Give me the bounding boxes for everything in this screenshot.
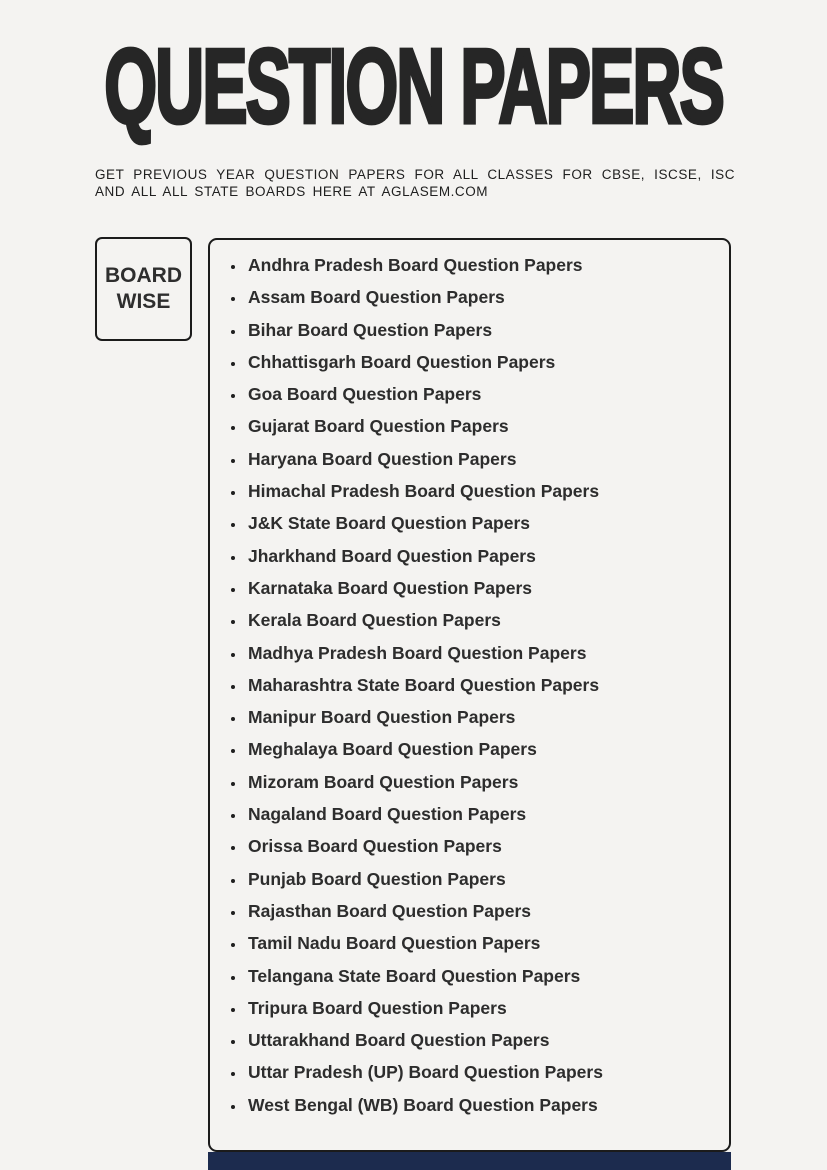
page-subtitle: GET PREVIOUS YEAR QUESTION PAPERS FOR ALL CLASSES FOR CBSE, ISCSE, ISC AND ALL ALL STATE BOARDS HERE AT AGLASEM.COM [95, 167, 735, 199]
board-list-item[interactable]: • Chhattisgarh Board Question Papers [246, 346, 719, 378]
board-list-item[interactable]: • Meghalaya Board Question Papers [246, 733, 719, 765]
board-list-item[interactable]: • Andhra Pradesh Board Question Papers [246, 249, 719, 281]
bottom-bar [208, 1152, 731, 1170]
board-list-item[interactable]: • Orissa Board Question Papers [246, 830, 719, 862]
board-list-item[interactable]: • Bihar Board Question Papers [246, 314, 719, 346]
board-list-item[interactable]: • Assam Board Question Papers [246, 281, 719, 313]
board-list-item[interactable]: • Tripura Board Question Papers [246, 992, 719, 1024]
board-list-item[interactable]: • Uttarakhand Board Question Papers [246, 1024, 719, 1056]
board-wise-label: BOARD WISE [105, 264, 182, 313]
board-list-item[interactable]: • Jharkhand Board Question Papers [246, 540, 719, 572]
board-list-item[interactable]: • Manipur Board Question Papers [246, 701, 719, 733]
board-list-item[interactable]: • Himachal Pradesh Board Question Papers [246, 475, 719, 507]
board-list-item[interactable]: • Gujarat Board Question Papers [246, 410, 719, 442]
board-list-item[interactable]: • Karnataka Board Question Papers [246, 572, 719, 604]
board-list-item[interactable]: • Madhya Pradesh Board Question Papers [246, 637, 719, 669]
board-list-panel [208, 238, 731, 1152]
board-list-item[interactable]: • Telangana State Board Question Papers [246, 960, 719, 992]
board-list-item[interactable]: • Maharashtra State Board Question Papers [246, 669, 719, 701]
board-list-item[interactable]: • Kerala Board Question Papers [246, 604, 719, 636]
board-list-item[interactable]: • Goa Board Question Papers [246, 378, 719, 410]
board-list-item[interactable]: • West Bengal (WB) Board Question Papers [246, 1089, 719, 1121]
board-list-item[interactable]: • Nagaland Board Question Papers [246, 798, 719, 830]
board-list-item[interactable]: • Tamil Nadu Board Question Papers [246, 927, 719, 959]
board-list-item[interactable]: • Rajasthan Board Question Papers [246, 895, 719, 927]
page-title-text: QUESTION PAPERS [104, 27, 723, 146]
board-list-item[interactable]: • Punjab Board Question Papers [246, 863, 719, 895]
board-list-item[interactable]: • Mizoram Board Question Papers [246, 766, 719, 798]
board-list-item[interactable]: • Uttar Pradesh (UP) Board Question Papers [246, 1056, 719, 1088]
page-title [95, 27, 732, 146]
board-list [216, 249, 719, 1121]
board-wise-badge [95, 237, 192, 341]
board-list-item[interactable]: • J&K State Board Question Papers [246, 507, 719, 539]
board-list-item[interactable]: • Haryana Board Question Papers [246, 443, 719, 475]
